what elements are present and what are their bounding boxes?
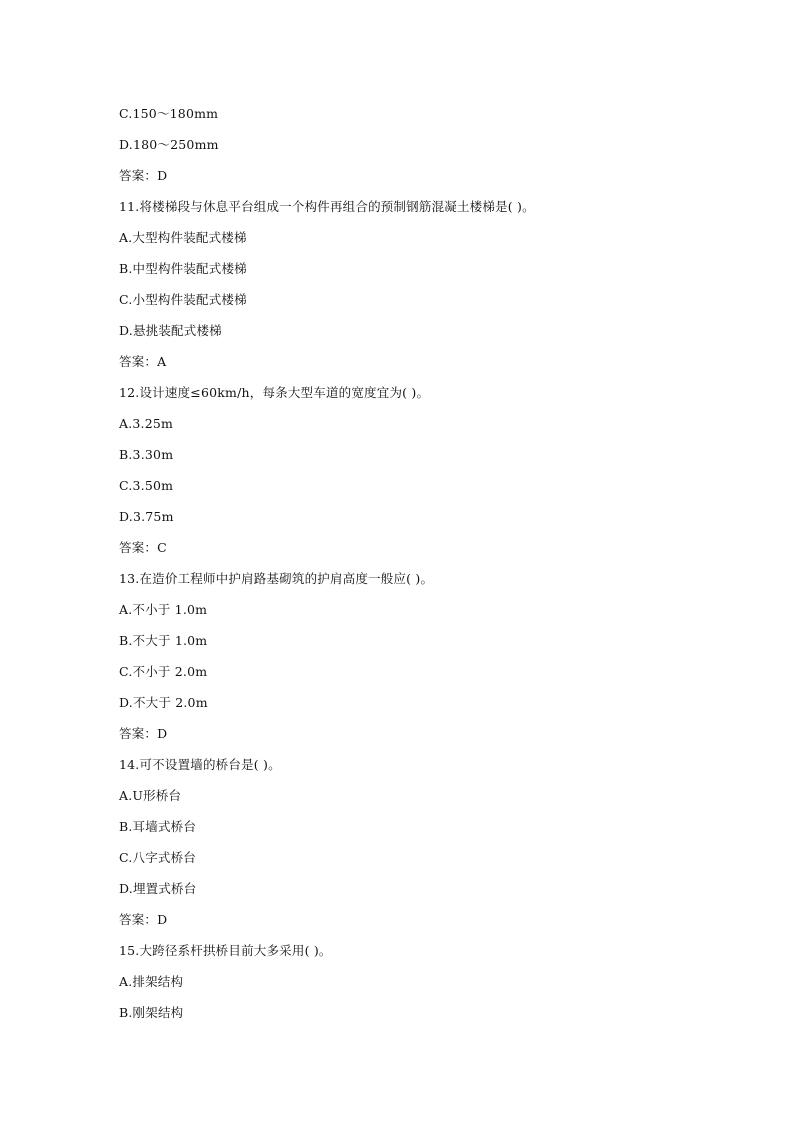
- option-line: C.八字式桥台: [119, 850, 196, 865]
- option-line: C.150～180mm: [119, 106, 219, 121]
- question-line: 14.可不设置墙的桥台是( )。: [119, 757, 281, 772]
- answer-line: 答案：A: [119, 354, 167, 369]
- option-line: A.大型构件装配式楼梯: [119, 230, 247, 245]
- option-line: A.不小于 1.0m: [119, 602, 208, 617]
- question-list: [119, 104, 719, 1034]
- option-line: A.3.25m: [119, 416, 174, 431]
- option-line: A.U形桥台: [119, 788, 182, 803]
- option-line: A.排架结构: [119, 974, 184, 989]
- answer-line: 答案：C: [119, 540, 167, 555]
- option-line: B.中型构件装配式楼梯: [119, 261, 247, 276]
- option-line: B.耳墙式桥台: [119, 819, 197, 834]
- option-line: C.小型构件装配式楼梯: [119, 292, 247, 307]
- option-line: D.3.75m: [119, 509, 174, 524]
- option-line: D.悬挑装配式楼梯: [119, 323, 222, 338]
- option-line: C.不小于 2.0m: [119, 664, 208, 679]
- option-line: D.埋置式桥台: [119, 881, 197, 896]
- answer-line: 答案：D: [119, 168, 168, 183]
- question-line: 15.大跨径系杆拱桥目前大多采用( )。: [119, 943, 332, 958]
- question-line: 12.设计速度≤60km/h，每条大型车道的宽度宜为( )。: [119, 385, 430, 400]
- answer-line: 答案：D: [119, 912, 168, 927]
- answer-line: 答案：D: [119, 726, 168, 741]
- option-line: D.180～250mm: [119, 137, 219, 152]
- question-line: 11.将楼梯段与休息平台组成一个构件再组合的预制钢筋混凝土楼梯是( )。: [119, 199, 535, 214]
- option-line: B.3.30m: [119, 447, 174, 462]
- option-line: B.刚架结构: [119, 1005, 184, 1020]
- option-line: D.不大于 2.0m: [119, 695, 208, 710]
- option-line: C.3.50m: [119, 478, 174, 493]
- option-line: B.不大于 1.0m: [119, 633, 208, 648]
- question-line: 13.在造价工程师中护肩路基砌筑的护肩高度一般应( )。: [119, 571, 434, 586]
